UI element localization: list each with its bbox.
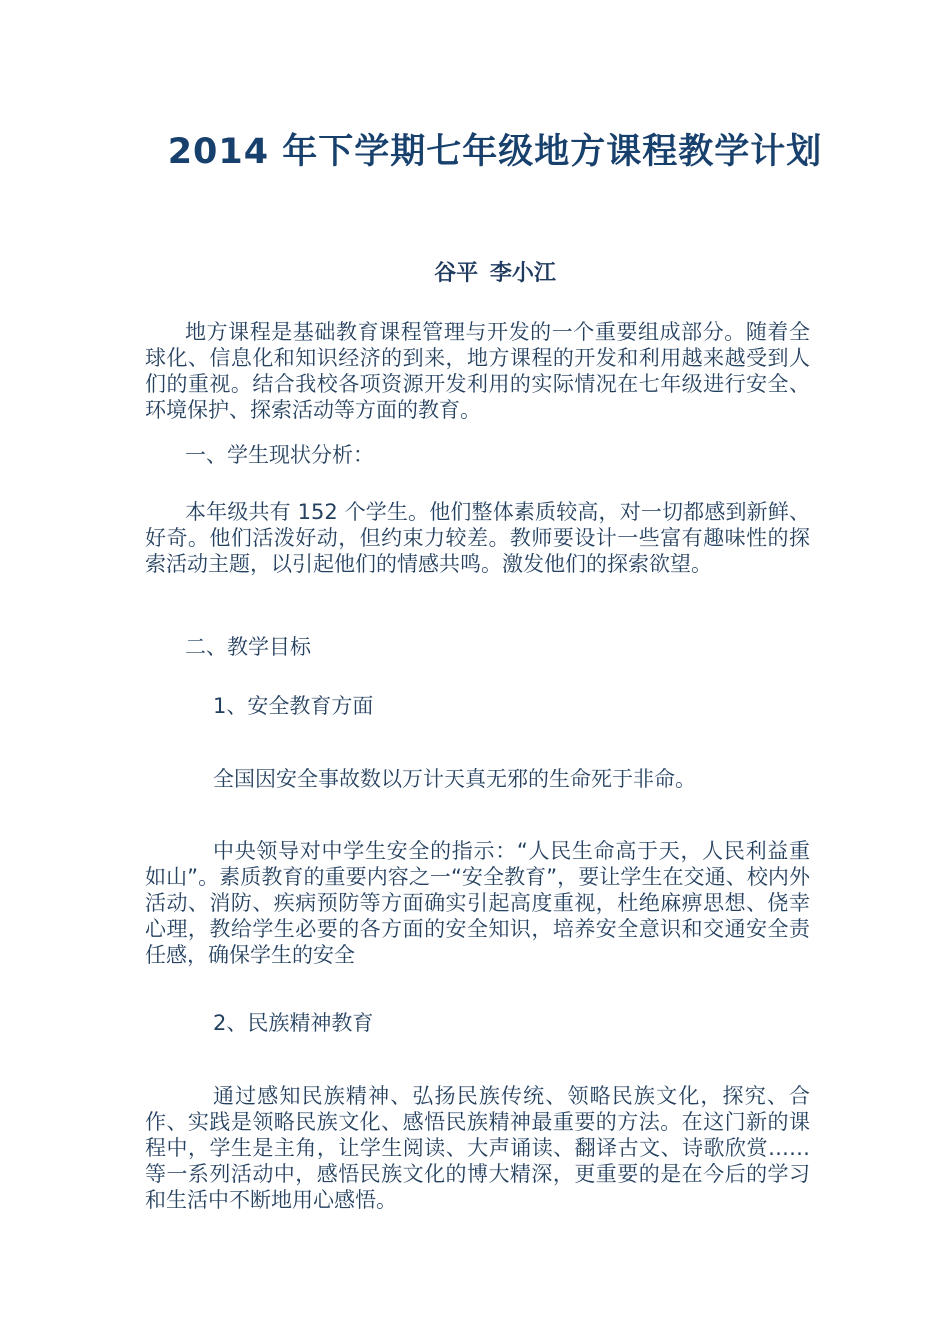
document-title: 2014 年下学期七年级地方课程教学计划	[167, 132, 823, 172]
intro-paragraph: 地方课程是基础教育课程管理与开发的一个重要组成部分。随着全球化、信息化和知识经济的到来，地方课程的开发和利用越来越受到人们的重视。结合我校各项资源开发利用的实际情况在七年级进行安全、环境保护、探索活动等方面的教育。	[145, 320, 810, 422]
subheading-national-spirit: 2、民族精神教育	[213, 1011, 374, 1035]
safety-paragraph-2: 中央领导对中学生安全的指示：“人民生命高于天，人民利益重如山”。素质教育的重要内容之一“安全教育”，要让学生在交通、校内外活动、消防、疾病预防等方面确实引起高度重视，杜绝麻痹思想、侥幸心理，教给学生必要的各方面的安全知识，培养安全意识和交通安全责任感，确保学生的安全	[145, 839, 810, 967]
national-spirit-paragraph: 通过感知民族精神、弘扬民族传统、领略民族文化，探究、合作、实践是领略民族文化、感悟民族精神最重要的方法。在这门新的课程中，学生是主角，让学生阅读、大声诵读、翻译古文、诗歌欣赏……等一系列活动中，感悟民族文化的博大精深，更重要的是在今后的学习和生活中不断地用心感悟。	[145, 1084, 810, 1212]
safety-paragraph-1: 全国因安全事故数以万计天真无邪的生命死于非命。	[213, 767, 696, 791]
subheading-safety-education: 1、安全教育方面	[213, 694, 374, 718]
student-analysis-paragraph: 本年级共有 152 个学生。他们整体素质较高，对一切都感到新鲜、好奇。他们活泼好动，但约束力较差。教师要设计一些富有趣味性的探索活动主题，以引起他们的情感共鸣。激发他们的探索欲望。	[145, 500, 810, 576]
section-heading-student-analysis: 一、学生现状分析：	[185, 443, 374, 467]
section-heading-teaching-goals: 二、教学目标	[185, 635, 311, 659]
document-authors: 谷平 李小江	[434, 261, 556, 286]
